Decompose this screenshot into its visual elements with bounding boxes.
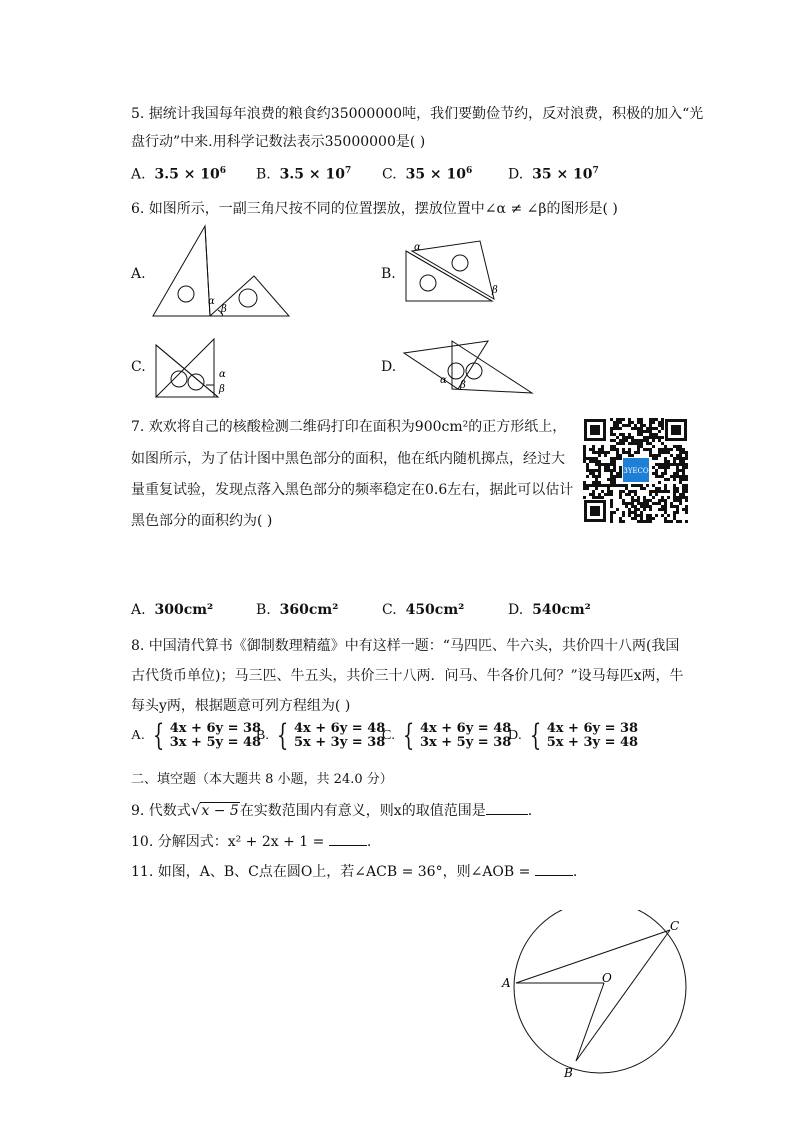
q6-option-d-label[interactable]: D. [381,359,397,375]
q7-stem-line1: 7. 欢欢将自己的核酸检测二维码打印在面积为900cm²的正方形纸上， [131,419,567,435]
q5-stem-line1: 5. 据统计我国每年浪费的粮食约35000000吨，我们要勤俭节约，反对浪费，积极的加入“光 [131,106,704,122]
q6-figure-c [152,335,232,399]
alpha-label: α [414,242,421,253]
point-c-label: C [670,919,680,933]
q6-figure-b [402,237,512,305]
q5-stem-line2: 盘行动”中来.用科学记数法表示35000000是( ) [131,134,426,150]
beta-label: β [492,285,498,296]
beta-label: β [221,304,227,315]
answer-blank[interactable] [535,863,573,876]
q7-option-a[interactable]: A. 300cm² [131,602,214,618]
point-a-label: A [502,976,511,990]
q5-option-a[interactable]: A. $3.5 \times 10^6$ [131,166,227,183]
q8-option-c[interactable]: C. { 4x + 6y = 48 3x + 5y = 38 [382,718,512,753]
q7-stem-line3: 量重复试验，发现点落入黑色部分的频率稳定在0.6左右，据此可以估计 [131,482,574,498]
q8-option-b[interactable]: B. { 4x + 6y = 48 5x + 3y = 38 [256,718,386,753]
alpha-label: α [440,375,447,386]
q8-stem-line2: 古代货币单位)；马三匹、牛五头，共价三十八两．问马、牛各价几何？”设马每匹x两，牛 [131,668,684,684]
q7-stem-line2: 如图所示，为了估计图中黑色部分的面积，他在纸内随机掷点，经过大 [131,451,565,467]
beta-label: β [460,380,466,391]
q9-stem: 9. 代数式√x − 5在实数范围内有意义，则x的取值范围是 . [131,801,533,819]
q10-stem: 10. 分解因式：x² + 2x + 1 = . [131,834,372,850]
answer-blank[interactable] [486,802,528,815]
q7-stem-line4: 黑色部分的面积约为( ) [131,513,273,529]
section-title: 二、填空题（本大题共 8 小题，共 24.0 分） [131,772,393,787]
q8-option-d[interactable]: D. { 4x + 6y = 38 5x + 3y = 48 [508,718,639,753]
q8-stem-line3: 每头y两，根据题意可列方程组为( ) [131,698,351,714]
q5-option-b[interactable]: B. $3.5 \times 10^7$ [256,166,352,183]
qr-logo-text: 3YECO [623,467,649,475]
q6-figure-d [400,337,540,395]
q8-stem-line1: 8. 中国清代算书《御制数理精蕴》中有这样一题：“马四匹、牛六头，共价四十八两(我国 [131,638,680,654]
qr-code-image [583,418,688,523]
q7-option-c[interactable]: C. 450cm² [382,602,465,618]
q6-option-b-label[interactable]: B. [381,266,396,282]
q7-option-b[interactable]: B. 360cm² [256,602,339,618]
q11-circle-figure [496,910,696,1085]
alpha-label: α [219,369,226,380]
point-o-label: O [602,971,612,985]
answer-blank[interactable] [329,833,367,846]
q6-option-c-label[interactable]: C. [131,359,146,375]
q6-figure-a [150,222,295,320]
point-b-label: B [564,1066,573,1080]
q8-option-a[interactable]: A. { 4x + 6y = 38 3x + 5y = 48 [131,718,262,753]
q5-option-d[interactable]: D. $35 \times 10^7$ [508,166,599,183]
alpha-label: α [208,296,215,307]
q5-option-c[interactable]: C. $35 \times 10^6$ [382,166,473,183]
q11-stem: 11. 如图，A、B、C点在圆O上，若∠ACB = 36°，则∠AOB = . [131,864,578,880]
q6-stem: 6. 如图所示，一副三角尺按不同的位置摆放，摆放位置中∠α ≠ ∠β的图形是( ) [131,201,618,217]
q6-option-a-label[interactable]: A. [131,266,146,282]
beta-label: β [219,384,225,395]
q7-option-d[interactable]: D. 540cm² [508,602,591,618]
